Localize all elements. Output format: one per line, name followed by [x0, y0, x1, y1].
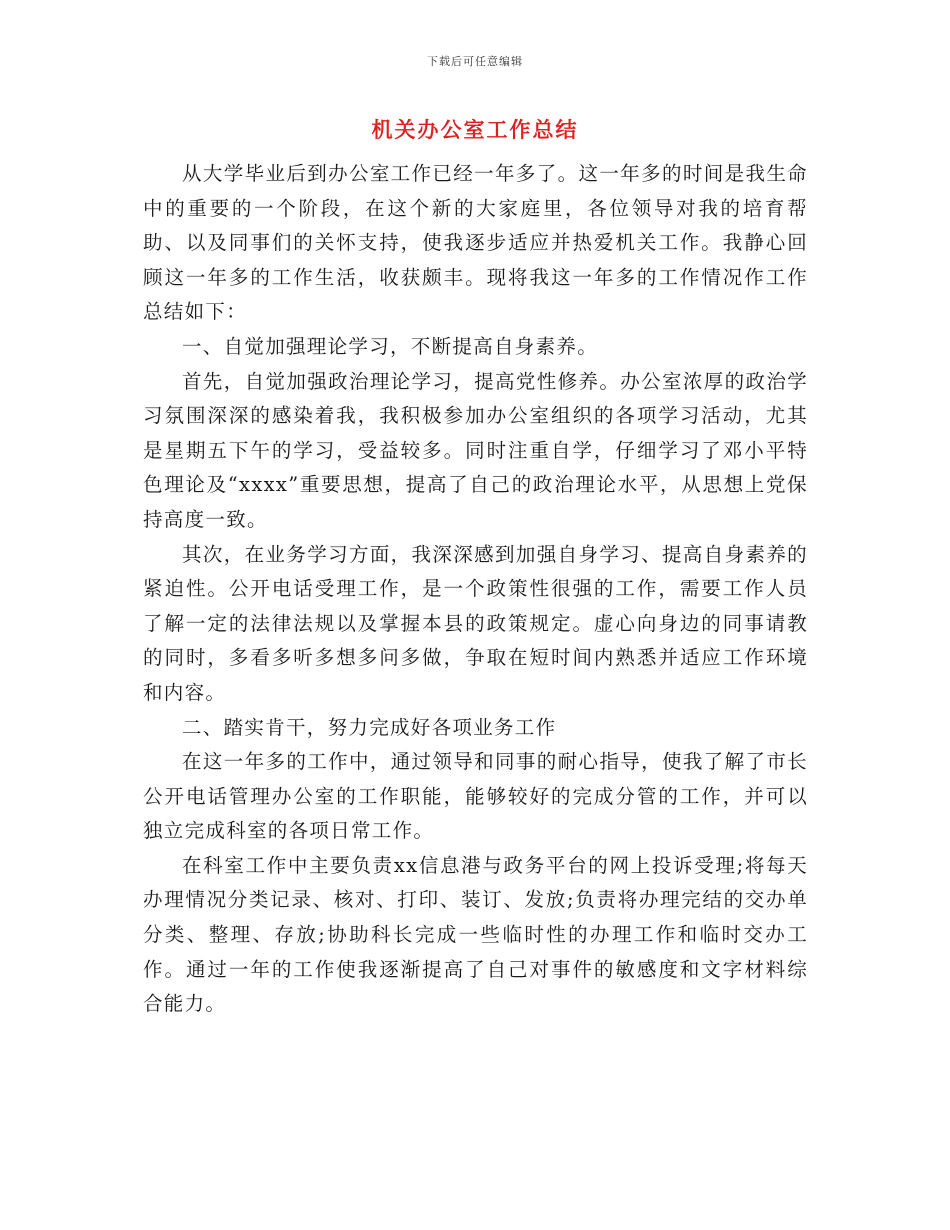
paragraph-work-overview: 在这一年多的工作中，通过领导和同事的耐心指导，使我了解了市长公开电话管理办公室的工作职能，能够较好的完成分管的工作，并可以独立完成科室的各项日常工作。 — [143, 750, 808, 843]
document-body — [143, 157, 808, 1022]
header-note: 下载后可任意编辑 — [427, 55, 523, 68]
section-heading-2: 二、踏实肯干，努力完成好各项业务工作 — [182, 715, 557, 739]
paragraph-work-duties: 在科室工作中主要负责xx信息港与政务平台的网上投诉受理;将每天办理情况分类记录、核对、打印、装订、发放;负责将办理完结的交办单分类、整理、存放;协助科长完成一些临时性的办理工作和临时交办工作。通过一年的工作使我逐渐提高了自己对事件的敏感度和文字材料综合能力。 — [143, 853, 808, 1016]
section-heading-1: 一、自觉加强理论学习，不断提高自身素养。 — [182, 334, 599, 358]
paragraph-intro: 从大学毕业后到办公室工作已经一年多了。这一年多的时间是我生命中的重要的一个阶段，在这个新的大家庭里，各位领导对我的培育帮助、以及同事们的关怀支持，使我逐步适应并热爱机关工作。我静心回顾这一年多的工作生活，收获颇丰。现将我这一年多的工作情况作工作总结如下： — [143, 162, 808, 324]
document-title: 机关办公室工作总结 — [371, 117, 579, 142]
paragraph-political-study: 首先，自觉加强政治理论学习，提高党性修养。办公室浓厚的政治学习氛围深深的感染着我，我积极参加办公室组织的各项学习活动，尤其是星期五下午的学习，受益较多。同时注重自学，仔细学习了邓小平特色理论及“xxxx”重要思想，提高了自己的政治理论水平，从思想上党保持高度一致。 — [143, 369, 808, 531]
paragraph-business-study: 其次，在业务学习方面，我深深感到加强自身学习、提高自身素养的紧迫性。公开电话受理工作，是一个政策性很强的工作，需要工作人员了解一定的法律法规以及掌握本县的政策规定。虚心向身边的同事请教的同时，多看多听多想多问多做，争取在短时间内熟悉并适应工作环境和内容。 — [143, 542, 808, 704]
